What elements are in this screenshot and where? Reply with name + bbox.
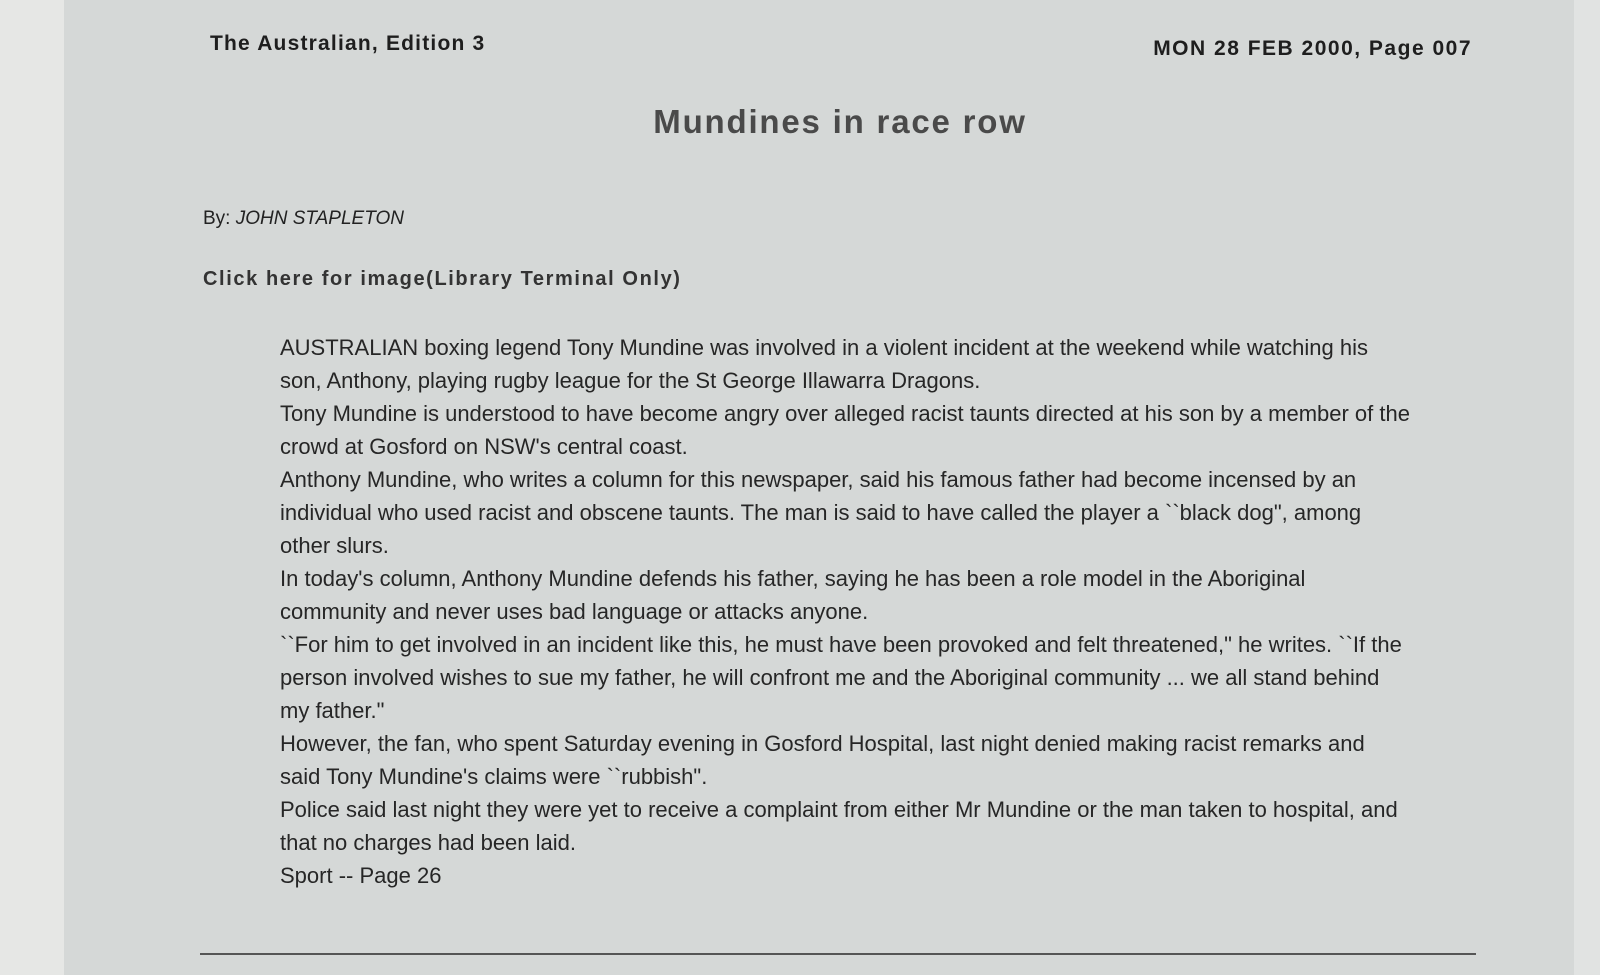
image-link[interactable]: Click here for image(Library Terminal Only) — [203, 268, 682, 290]
article-paragraph: However, the fan, who spent Saturday evening in Gosford Hospital, last night denied making racist remarks and said Tony Mundine's claims were ``rubbish". — [280, 731, 1365, 789]
article-headline: Mundines in race row — [653, 103, 1027, 140]
sport-page-reference: Sport -- Page 26 — [280, 863, 442, 888]
footer-divider — [200, 953, 1476, 955]
article-paragraph: Police said last night they were yet to receive a complaint from either Mr Mundine or the man taken to hospital, and that no charges had been laid. — [280, 797, 1398, 855]
article-paragraph: ``For him to get involved in an incident like this, he must have been provoked and felt threatened," he writes. ``If the person involved wishes to sue my father, he will confront me and the Aboriginal community ... we all stand behind my father." — [280, 632, 1402, 723]
publication-name: The Australian, Edition 3 — [210, 32, 486, 55]
scan-right-margin — [1574, 0, 1600, 975]
scan-left-margin — [0, 0, 64, 975]
article-paragraph: Anthony Mundine, who writes a column for this newspaper, said his famous father had become incensed by an individual who used racist and obscene taunts. The man is said to have called the player a ``black dog", among other slurs. — [280, 467, 1362, 558]
article-paragraph: Tony Mundine is understood to have become angry over alleged racist taunts directed at his son by a member of the crowd at Gosford on NSW's central coast. — [280, 401, 1410, 459]
byline — [203, 208, 404, 230]
publication-date-page: MON 28 FEB 2000, Page 007 — [1153, 37, 1472, 60]
byline-prefix: By: — [203, 208, 231, 229]
article-paragraph: AUSTRALIAN boxing legend Tony Mundine was involved in a violent incident at the weekend while watching his son, Anthony, playing rugby league for the St George Illawarra Dragons. — [280, 335, 1369, 393]
article-body — [280, 331, 1410, 892]
byline-author: JOHN STAPLETON — [235, 208, 404, 229]
article-paragraph: In today's column, Anthony Mundine defends his father, saying he has been a role model in the Aboriginal community and never uses bad language or attacks anyone. — [280, 566, 1306, 624]
